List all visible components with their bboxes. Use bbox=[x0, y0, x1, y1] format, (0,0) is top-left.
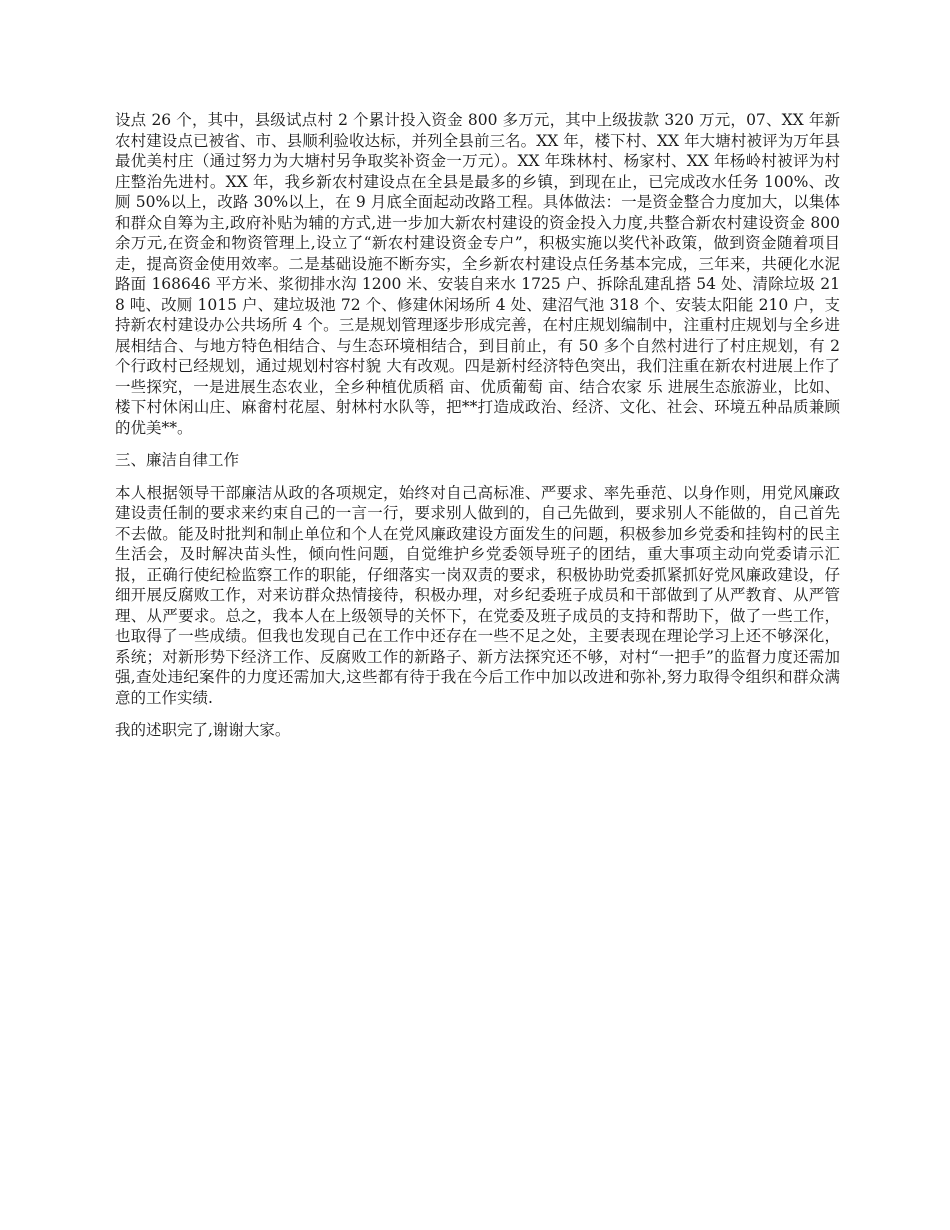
closing-remark: 我的述职完了,谢谢大家。 bbox=[115, 721, 291, 739]
document-page bbox=[115, 110, 840, 753]
paragraph-integrity-work: 本人根据领导干部廉洁从政的各项规定，始终对自己高标准、严要求、率先垂范、以身作则，用党风廉政建设责任制的要求来约束自己的一言一行，要求别人做到的，自己先做到，要求别人不能做的，自己首先不去做。能及时批判和制止单位和个人在党风廉政建设方面发生的问题，积极参加乡党委和挂钩村的民主生活会，及时解决苗头性，倾向性问题，自觉维护乡党委领导班子的团结，重大事项主动向党委请示汇报，正确行使纪检监察工作的职能，仔细落实一岗双责的要求，积极协助党委抓紧抓好党风廉政建设，仔细开展反腐败工作，对来访群众热情接待，积极办理，对乡纪委班子成员和干部做到了从严教育、从严管理、从严要求。总之，我本人在上级领导的关怀下，在党委及班子成员的支持和帮助下，做了一些工作，也取得了一些成绩。但我也发现自己在工作中还存在一些不足之处，主要表现在理论学习上还不够深化，系统；对新形势下经济工作、反腐败工作的新路子、新方法探究还不够，对村“一把手”的监督力度还需加强,查处违纪案件的力度还需加大,这些都有待于我在今后工作中加以改进和弥补,努力取得令组织和群众满意的工作实绩. bbox=[115, 483, 840, 707]
paragraph-new-rural-construction: 设点 26 个，其中，县级试点村 2 个累计投入资金 800 多万元，其中上级拔款 320 万元，07、XX 年新农村建设点已被省、市、县顺利验收达标，并列全县前三名。XX 年，楼下村、XX 年大塘村被评为万年县最优美村庄（通过努力为大塘村另争取奖补资金一万元）。XX 年珠林村、杨家村、XX 年杨岭村被评为村庄整治先进村。XX 年，我乡新农村建设点在全县是最多的乡镇，到现在止，已完成改水任务 100%、改厕 50%以上，改路 30%以上，在 9 月底全面起动改路工程。具体做法：一是资金整合力度加大，以集体和群众自筹为主,政府补贴为辅的方式,进一步加大新农村建设的资金投入力度,共整合新农村建设资金 800 余万元,在资金和物资管理上,设立了“新农村建设资金专户”，积极实施以奖代补政策，做到资金随着项目走，提高资金使用效率。二是基础设施不断夯实，全乡新农村建设点任务基本完成，三年来，共硬化水泥路面 168646 平方米、浆彻排水沟 1200 米、安装自来水 1725 户、拆除乱建乱搭 54 处、清除垃圾 218 吨、改厕 1015 户、建垃圾池 72 个、修建休闲场所 4 处、建沼气池 318 个、安装太阳能 210 户，支持新农村建设办公共场所 4 个。三是规划管理逐步形成完善，在村庄规划编制中，注重村庄规划与全乡进展相结合、与地方特色相结合、与生态环境相结合，到目前止，有 50 多个自然村进行了村庄规划，有 2 个行政村已经规划，通过规划村容村貌 大有改观。四是新村经济特色突出，我们注重在新农村进展上作了一些探究，一是进展生态农业，全乡种植优质稻 亩、优质葡萄 亩、结合农家 乐 进展生态旅游业，比如、楼下村休闲山庄、麻畲村花屋、射林村水队等，把**打造成政治、经济、文化、社会、环境五种品质兼顾的优美**。 bbox=[115, 111, 840, 437]
section-heading-integrity: 三、廉洁自律工作 bbox=[115, 451, 240, 469]
